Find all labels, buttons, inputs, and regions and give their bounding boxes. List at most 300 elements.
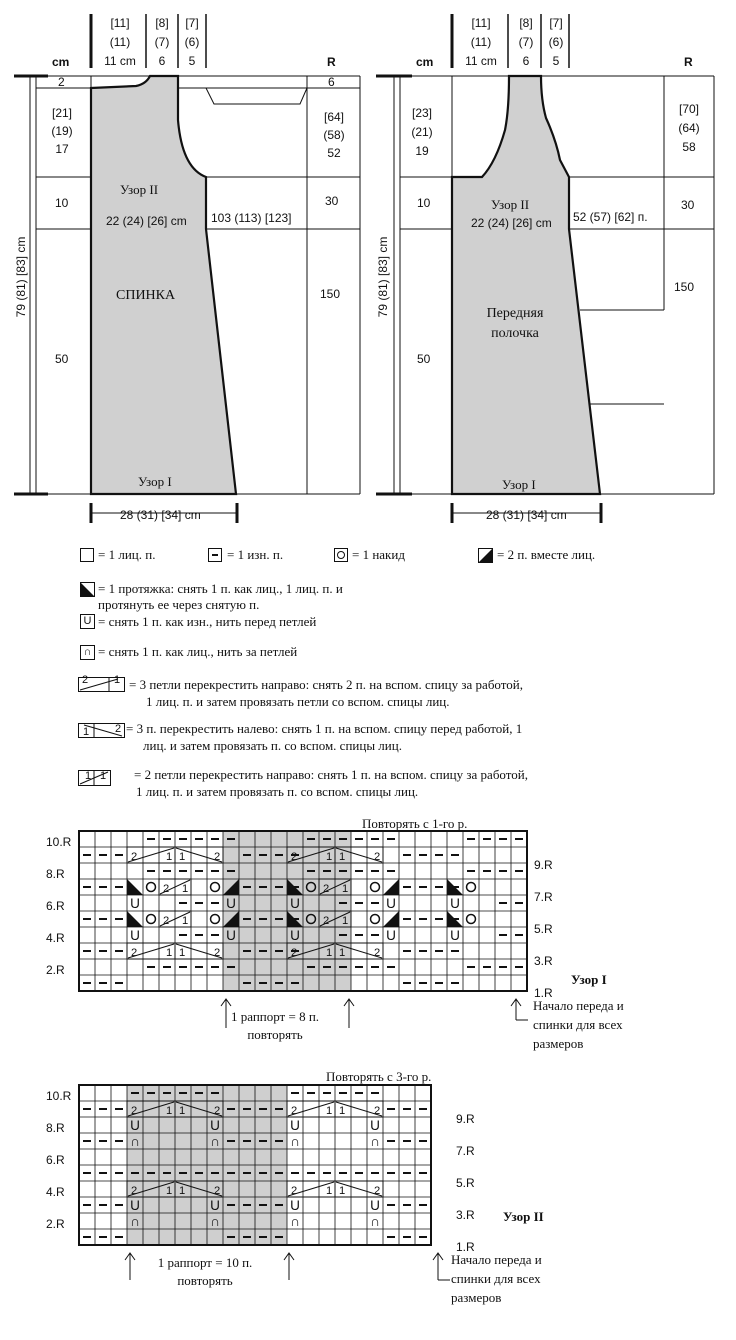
purl-icon (99, 918, 107, 920)
header-col-3: [7] (6) 5 (184, 16, 200, 68)
cable-number: 2 (131, 851, 138, 863)
cable-number: 1 (182, 915, 189, 927)
purl-icon (115, 982, 123, 984)
row-label: 5.R (456, 1176, 475, 1190)
slip-purl-icon: U (80, 614, 95, 629)
cable-number: 1 (114, 674, 121, 686)
cable-number: 1 (182, 883, 189, 895)
purl-icon (211, 838, 219, 840)
header-col-2: [8] (7) 6 (518, 16, 534, 68)
purl-icon (435, 918, 443, 920)
width-label: 22 (24) [26] cm (471, 216, 552, 230)
start-arrow (430, 1250, 452, 1290)
purl-icon (147, 1092, 155, 1094)
purl-icon (371, 838, 379, 840)
purl-icon (259, 918, 267, 920)
purl-icon (275, 854, 283, 856)
purl-icon (387, 966, 395, 968)
purl-icon (499, 966, 507, 968)
cable-number: 1 (166, 947, 173, 959)
front-piece-shape (452, 76, 600, 494)
cable-number: 1 (339, 1185, 346, 1197)
purl-icon (259, 886, 267, 888)
purl-icon (179, 934, 187, 936)
purl-icon (259, 854, 267, 856)
cable-number: 2 (374, 947, 381, 959)
purl-icon (115, 1108, 123, 1110)
purl-icon (179, 966, 187, 968)
purl-icon (227, 1172, 235, 1174)
purl-icon (307, 966, 315, 968)
row-label: 8.R (46, 1121, 65, 1135)
purl-icon (387, 1236, 395, 1238)
purl-icon (339, 1092, 347, 1094)
purl-icon (307, 838, 315, 840)
purl-icon (275, 1236, 283, 1238)
legend-knit-text: = 1 лиц. п. (98, 547, 156, 562)
header-col-2: [8] (7) 6 (154, 16, 170, 68)
cable-number: 2 (291, 1185, 298, 1197)
slip-purl-icon: U (386, 895, 396, 911)
purl-icon (371, 934, 379, 936)
purl-icon (259, 1140, 267, 1142)
purl-icon (419, 1108, 427, 1110)
pattern2-label: Узор II (491, 197, 530, 212)
row-label: 10.R (46, 1089, 72, 1103)
purl-icon (387, 1140, 395, 1142)
purl-icon (243, 1236, 251, 1238)
purl-icon (435, 950, 443, 952)
start-label: Начало переда и спинки для всех размеров (451, 1252, 542, 1305)
purl-icon (291, 982, 299, 984)
purl-icon (147, 838, 155, 840)
purl-icon (355, 1172, 363, 1174)
slip-purl-icon: U (290, 927, 300, 943)
purl-icon (403, 1204, 411, 1206)
purl-icon (403, 982, 411, 984)
cable-number: 1 (166, 1105, 173, 1117)
purl-icon (339, 870, 347, 872)
ssk-icon (447, 879, 463, 895)
row-label: 6.R (46, 1153, 65, 1167)
purl-icon (435, 982, 443, 984)
purl-icon (339, 966, 347, 968)
purl-icon (259, 1204, 267, 1206)
purl-icon (259, 1236, 267, 1238)
cable-number: 1 (339, 851, 346, 863)
purl-icon (115, 886, 123, 888)
row-label: 6.R (46, 899, 65, 913)
cable-number: 1 (339, 947, 346, 959)
purl-icon (83, 1172, 91, 1174)
purl-icon (227, 870, 235, 872)
slip-knit-icon: ∩ (130, 1213, 140, 1229)
cable-number: 2 (131, 1185, 138, 1197)
purl-icon (179, 870, 187, 872)
purl-icon (323, 1092, 331, 1094)
purl-icon (403, 854, 411, 856)
repeat-from-label: Повторять с 3-го р. (326, 1069, 432, 1084)
purl-icon (307, 1092, 315, 1094)
piece-name: СПИНКА (116, 288, 176, 303)
right-val: 150 (674, 280, 695, 294)
purl-icon (227, 1204, 235, 1206)
stitches-label: 103 (113) [123] (211, 211, 292, 225)
bottom-width-label: 28 (31) [34] cm (120, 508, 201, 522)
yarn-over-icon (334, 548, 348, 562)
purl-icon (259, 1172, 267, 1174)
left-val: 10 (417, 196, 431, 210)
slip-purl-icon: U (226, 895, 236, 911)
slip-purl-icon: U (450, 895, 460, 911)
purl-icon (163, 1092, 171, 1094)
purl-icon (419, 918, 427, 920)
row-label: 1.R (534, 986, 553, 1000)
purl-icon (355, 1092, 363, 1094)
legend-purl-text: = 1 изн. п. (227, 547, 284, 562)
cable-number: 2 (214, 851, 221, 863)
purl-icon (451, 950, 459, 952)
ssk-icon (80, 582, 95, 597)
purl-icon (243, 1172, 251, 1174)
purl-icon (259, 950, 267, 952)
slip-knit-icon: ∩ (210, 1213, 220, 1229)
cable-2-right-icon (78, 770, 112, 786)
purl-icon (355, 838, 363, 840)
row-label: 7.R (534, 890, 553, 904)
right-val: 30 (681, 198, 695, 212)
slip-purl-icon: U (130, 895, 140, 911)
header-col-3: [7] (6) 5 (548, 16, 564, 68)
row-label: 1.R (456, 1240, 475, 1254)
purl-icon (99, 982, 107, 984)
purl-icon (419, 886, 427, 888)
row-label: 8.R (46, 867, 65, 881)
row-label: 3.R (534, 954, 553, 968)
purl-icon (179, 1172, 187, 1174)
cable-number: 1 (179, 1185, 186, 1197)
legend-slip-purl-text: = снять 1 п. как изн., нить перед петлей (98, 614, 317, 629)
purl-icon (83, 1140, 91, 1142)
right-val: 30 (325, 194, 339, 208)
slip-purl-icon: U (210, 1117, 220, 1133)
yarn-over-icon (211, 915, 220, 924)
purl-icon (99, 950, 107, 952)
purl-icon (515, 902, 523, 904)
k2tog-icon (383, 911, 399, 927)
header-col-1: [11] (11) 11 cm (104, 16, 136, 68)
purl-icon (208, 548, 222, 562)
cable-number: 1 (342, 883, 349, 895)
slip-purl-icon: U (130, 1197, 140, 1213)
purl-icon (403, 1140, 411, 1142)
slip-purl-icon: U (226, 927, 236, 943)
purl-icon (371, 1172, 379, 1174)
purl-icon (515, 934, 523, 936)
purl-icon (467, 870, 475, 872)
back-piece-shape (91, 76, 236, 494)
purl-icon (403, 886, 411, 888)
legend-c3l-text: = 3 п. перекрестить налево: снять 1 п. на вспом. спицу перед работой, 1 (126, 721, 523, 736)
cable-number: 2 (214, 947, 221, 959)
row-label: 9.R (534, 858, 553, 872)
pattern2-label: Узор II (120, 182, 159, 197)
left-val: 50 (417, 352, 431, 366)
purl-icon (115, 1236, 123, 1238)
purl-icon (275, 1172, 283, 1174)
rapport-label: 1 раппорт = 8 п. повторять (230, 1009, 320, 1042)
left-vals-armhole: [23] (21) 19 (411, 106, 433, 158)
purl-icon (83, 1108, 91, 1110)
back-schematic-lines (0, 0, 370, 530)
purl-icon (227, 1108, 235, 1110)
purl-icon (195, 870, 203, 872)
r-label: R (327, 55, 336, 69)
front-schematic-lines (370, 0, 736, 530)
purl-icon (211, 1172, 219, 1174)
purl-icon (323, 838, 331, 840)
slip-knit-icon: ∩ (370, 1213, 380, 1229)
row-label: 2.R (46, 963, 65, 977)
slip-purl-icon: U (370, 1197, 380, 1213)
purl-icon (403, 918, 411, 920)
purl-icon (387, 838, 395, 840)
left-val: 2 (58, 75, 65, 89)
cable-number: 2 (131, 1105, 138, 1117)
purl-icon (419, 1140, 427, 1142)
cable-number: 2 (163, 883, 170, 895)
purl-icon (131, 1092, 139, 1094)
purl-icon (99, 854, 107, 856)
k2tog-icon (383, 879, 399, 895)
legend-ssk-text: = 1 протяжка: снять 1 п. как лиц., 1 лиц. п. и (98, 581, 343, 596)
purl-icon (339, 838, 347, 840)
purl-icon (211, 1092, 219, 1094)
slip-purl-icon: U (290, 1117, 300, 1133)
chart-1-grid (78, 830, 528, 996)
purl-icon (323, 1172, 331, 1174)
purl-icon (243, 1204, 251, 1206)
purl-icon (243, 1140, 251, 1142)
purl-icon (115, 918, 123, 920)
purl-icon (275, 886, 283, 888)
purl-icon (99, 1108, 107, 1110)
purl-icon (99, 1140, 107, 1142)
purl-icon (499, 934, 507, 936)
purl-icon (243, 886, 251, 888)
cable-number: 1 (342, 915, 349, 927)
pattern1-label: Узор I (502, 477, 536, 492)
purl-icon (243, 854, 251, 856)
purl-icon (467, 838, 475, 840)
purl-icon (275, 1204, 283, 1206)
cable-number: 1 (326, 947, 333, 959)
row-label: 10.R (46, 835, 72, 849)
slip-purl-icon: U (450, 927, 460, 943)
purl-icon (163, 870, 171, 872)
purl-icon (451, 854, 459, 856)
cable-number: 2 (323, 915, 330, 927)
yarn-over-icon (467, 915, 476, 924)
purl-icon (387, 1108, 395, 1110)
purl-icon (435, 854, 443, 856)
purl-icon (195, 966, 203, 968)
purl-icon (339, 902, 347, 904)
purl-icon (179, 902, 187, 904)
purl-icon (483, 838, 491, 840)
row-label: 2.R (46, 1217, 65, 1231)
purl-icon (115, 854, 123, 856)
purl-icon (227, 1236, 235, 1238)
legend-ssk-text: протянуть ее через снятую п. (98, 597, 260, 612)
cable-number: 1 (166, 851, 173, 863)
purl-icon (131, 1172, 139, 1174)
purl-icon (115, 950, 123, 952)
cable-number: 2 (323, 883, 330, 895)
yarn-over-icon (371, 883, 380, 892)
knit-icon (80, 548, 94, 562)
legend-c3r-text: = 3 петли перекрестить направо: снять 2 п. на вспом. спицу за работой, (129, 677, 523, 692)
slip-purl-icon: U (386, 927, 396, 943)
start-label: Начало переда и спинки для всех размеров (533, 998, 624, 1051)
r-label: R (684, 55, 693, 69)
purl-icon (99, 1204, 107, 1206)
cable-number: 1 (326, 1185, 333, 1197)
slip-knit-icon: ∩ (370, 1133, 380, 1149)
cable-number: 1 (339, 1105, 346, 1117)
cable-number: 1 (179, 851, 186, 863)
purl-icon (179, 838, 187, 840)
purl-icon (419, 1172, 427, 1174)
purl-icon (243, 918, 251, 920)
slip-knit-icon: ∩ (130, 1133, 140, 1149)
purl-icon (515, 838, 523, 840)
slip-purl-icon: U (210, 1197, 220, 1213)
purl-icon (387, 870, 395, 872)
row-label: 5.R (534, 922, 553, 936)
rapport-label: 1 раппорт = 10 п. повторять (157, 1255, 253, 1288)
purl-icon (419, 854, 427, 856)
right-vals-armhole: [70] (64) 58 (678, 102, 700, 154)
purl-icon (211, 902, 219, 904)
ssk-icon (127, 879, 143, 895)
purl-icon (227, 1140, 235, 1142)
purl-icon (515, 870, 523, 872)
purl-icon (83, 1236, 91, 1238)
purl-icon (275, 982, 283, 984)
start-arrow (510, 996, 530, 1026)
cable-number: 2 (131, 947, 138, 959)
stitches-label: 52 (57) [62] п. (573, 210, 648, 224)
slip-purl-icon: U (290, 895, 300, 911)
purl-icon (115, 1172, 123, 1174)
purl-icon (275, 1140, 283, 1142)
purl-icon (419, 1236, 427, 1238)
purl-icon (83, 886, 91, 888)
row-label: 3.R (456, 1208, 475, 1222)
purl-icon (371, 870, 379, 872)
cable-number: 2 (291, 947, 298, 959)
purl-icon (163, 1172, 171, 1174)
purl-icon (323, 966, 331, 968)
row-label: 7.R (456, 1144, 475, 1158)
ssk-icon (127, 911, 143, 927)
legend-yo-text: = 1 накид (352, 547, 405, 562)
purl-icon (243, 1108, 251, 1110)
cable-number: 1 (100, 770, 107, 782)
purl-icon (419, 950, 427, 952)
ssk-icon (447, 911, 463, 927)
purl-icon (147, 1172, 155, 1174)
purl-icon (195, 1172, 203, 1174)
purl-icon (275, 950, 283, 952)
yarn-over-icon (147, 915, 156, 924)
slip-knit-icon: ∩ (290, 1133, 300, 1149)
purl-icon (419, 1204, 427, 1206)
purl-icon (403, 950, 411, 952)
piece-name: Передняя полочка (486, 306, 544, 341)
purl-icon (403, 1108, 411, 1110)
purl-icon (115, 1140, 123, 1142)
purl-icon (387, 1204, 395, 1206)
slip-purl-icon: U (290, 1197, 300, 1213)
right-val: 150 (320, 287, 341, 301)
cable-number: 2 (291, 1105, 298, 1117)
purl-icon (339, 934, 347, 936)
purl-icon (179, 1092, 187, 1094)
purl-icon (451, 982, 459, 984)
purl-icon (227, 838, 235, 840)
purl-icon (163, 838, 171, 840)
cable-number: 1 (326, 851, 333, 863)
purl-icon (195, 1092, 203, 1094)
cable-number: 1 (166, 1185, 173, 1197)
cable-number: 2 (374, 851, 381, 863)
cable-number: 1 (179, 947, 186, 959)
purl-icon (83, 950, 91, 952)
height-label: 79 (81) [83] cm (376, 236, 390, 318)
height-label: 79 (81) [83] cm (14, 236, 28, 318)
purl-icon (99, 1236, 107, 1238)
cable-number: 2 (115, 723, 122, 735)
purl-icon (83, 1204, 91, 1206)
bottom-width-label: 28 (31) [34] cm (486, 508, 567, 522)
purl-icon (387, 1172, 395, 1174)
purl-icon (227, 966, 235, 968)
slip-purl-icon: U (130, 1117, 140, 1133)
purl-icon (83, 854, 91, 856)
legend-c2r-text: 1 лиц. п. и затем провязать п. со вспом. спицы лиц. (136, 784, 419, 799)
purl-icon (195, 838, 203, 840)
purl-icon (259, 982, 267, 984)
purl-icon (499, 838, 507, 840)
yarn-over-icon (467, 883, 476, 892)
purl-icon (307, 870, 315, 872)
header-col-1: [11] (11) 11 cm (465, 16, 497, 68)
purl-icon (355, 934, 363, 936)
repeat-from-label: Повторять с 1-го р. (362, 816, 468, 831)
cable-number: 2 (374, 1105, 381, 1117)
cable-number: 1 (326, 1105, 333, 1117)
purl-icon (147, 870, 155, 872)
purl-icon (243, 982, 251, 984)
k2tog-icon (478, 548, 493, 563)
purl-icon (83, 982, 91, 984)
width-label: 22 (24) [26] cm (106, 214, 187, 228)
purl-icon (499, 902, 507, 904)
yarn-over-icon (147, 883, 156, 892)
purl-icon (243, 950, 251, 952)
